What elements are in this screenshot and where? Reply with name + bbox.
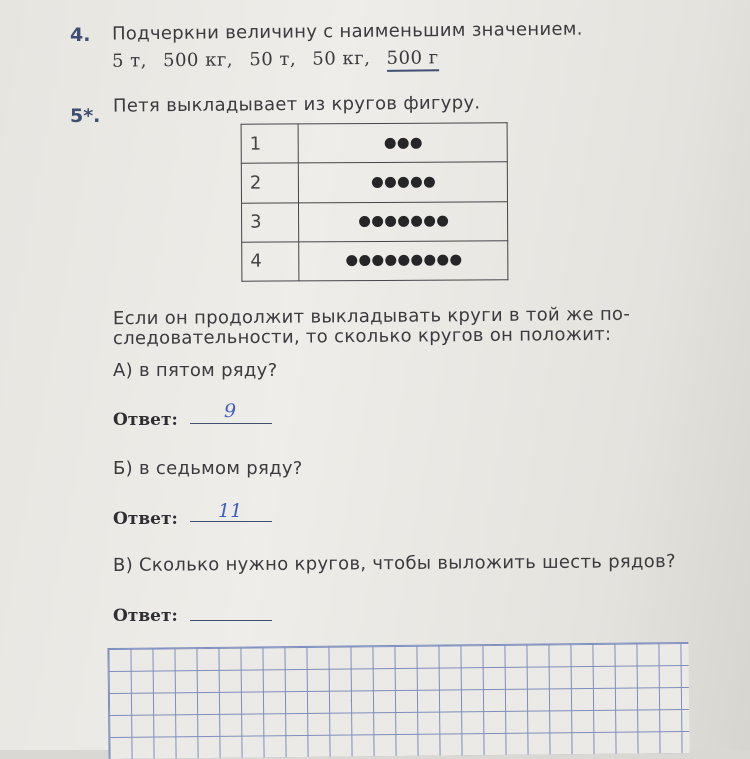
pattern-row-3	[242, 201, 508, 242]
value-1: 5 т,	[111, 50, 147, 72]
question-line-1: Если он продолжит выкладывать круги в той же по-	[112, 303, 631, 330]
dots-group	[359, 216, 448, 227]
circle-dot	[424, 216, 435, 227]
question-c: В) Сколько нужно кругов, чтобы выложить шесть рядов?	[112, 551, 676, 576]
answer-c-label: Ответ:	[113, 606, 178, 626]
task-4-text: Подчеркни величину с наименьшим значением.	[111, 18, 583, 45]
dots-group	[371, 177, 434, 188]
answer-a-label: Ответ:	[113, 410, 178, 430]
circle-dot	[384, 177, 395, 188]
answer-c-line[interactable]	[190, 620, 272, 621]
question-a: А) в пятом ряду?	[113, 360, 278, 381]
circle-dot	[410, 177, 421, 188]
answer-b-label: Ответ:	[113, 509, 178, 529]
row-dots	[299, 241, 508, 281]
pattern-row-2	[241, 162, 507, 203]
row-label: 3	[242, 202, 299, 242]
row-label: 4	[242, 242, 299, 282]
pattern-row-1	[241, 123, 507, 164]
dots-group	[346, 255, 461, 267]
value-4: 50 кг,	[312, 48, 371, 70]
circle-dot	[346, 255, 357, 266]
row-dots	[299, 201, 508, 241]
task-5-text: Петя выкладывает из кругов фигуру.	[112, 92, 481, 117]
circle-pattern-table	[241, 122, 509, 281]
circle-dot	[423, 177, 434, 188]
circle-dot	[437, 255, 448, 266]
task-4-values	[112, 47, 439, 71]
circle-dot	[424, 255, 435, 266]
circle-dot	[384, 138, 395, 149]
row-dots	[298, 162, 507, 202]
circle-dot	[372, 255, 383, 266]
circle-dot	[398, 255, 409, 266]
squared-answer-grid[interactable]	[107, 642, 689, 759]
circle-dot	[359, 216, 370, 227]
circle-dot	[397, 137, 408, 148]
task-5-number: 5*.	[70, 105, 101, 127]
answer-a-handwritten: 9	[224, 400, 237, 422]
value-3: 50 т,	[249, 48, 297, 71]
row-label: 2	[241, 163, 298, 203]
question-line-2: следовательности, то сколько кругов он положит:	[112, 323, 612, 350]
circle-dot	[398, 216, 409, 227]
circle-dot	[385, 216, 396, 227]
circle-dot	[437, 216, 448, 227]
answer-b-handwritten: 11	[218, 500, 243, 522]
circle-dot	[385, 255, 396, 266]
answer-a-line[interactable]	[190, 423, 272, 424]
circle-dot	[397, 177, 408, 188]
row-dots	[298, 123, 507, 163]
circle-dot	[411, 216, 422, 227]
circle-dot	[359, 255, 370, 266]
circle-dot	[371, 177, 382, 188]
row-label: 1	[241, 124, 298, 164]
circle-dot	[450, 255, 461, 266]
value-5-underlined: 500 г	[387, 47, 439, 72]
value-2: 500 кг,	[162, 49, 234, 72]
circle-dot	[411, 255, 422, 266]
pattern-row-4	[242, 241, 508, 282]
task-4-number: 4.	[70, 24, 91, 46]
question-b: Б) в седьмом ряду?	[113, 458, 303, 479]
dots-group	[384, 137, 421, 148]
circle-dot	[372, 216, 383, 227]
circle-dot	[410, 137, 421, 148]
